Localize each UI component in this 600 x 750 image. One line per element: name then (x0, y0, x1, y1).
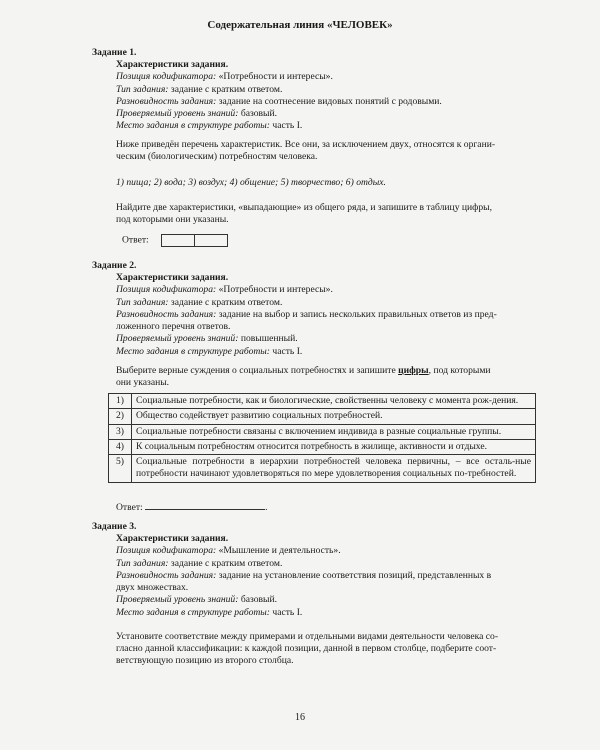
page-title: Содержательная линия «ЧЕЛОВЕК» (207, 19, 393, 31)
task3-heading: Задание 3. (92, 521, 137, 532)
task1-answer-cell-1[interactable] (161, 234, 195, 247)
task2-instruction-emphasis: цифры (398, 365, 429, 376)
task1-answer-label: Ответ: (122, 234, 149, 246)
task2-answer-row: Ответ: . (116, 502, 268, 513)
option-text: Социальные потребности, как и биологические, свойственны человеку с момента рож-дения. (132, 394, 536, 409)
task3-place: Место задания в структуре работы: часть I. (116, 606, 303, 618)
task1-characteristics-heading: Характеристики задания. (116, 59, 229, 70)
task3-intro-line1: Установите соответствие между примерами и отдельными видами деятельности человека со- (116, 631, 499, 642)
table-row (109, 409, 536, 424)
page-number: 16 (295, 712, 305, 723)
task2-characteristics-heading: Характеристики задания. (116, 272, 229, 283)
task1-level: Проверяемый уровень знаний: базовый. (116, 108, 278, 120)
task3-level: Проверяемый уровень знаний: базовый. (116, 594, 278, 606)
task2-instruction-line1: Выберите верные суждения о социальных потребностях и запишите цифры, под которыми (116, 365, 491, 376)
task3-characteristics-heading: Характеристики задания. (116, 533, 229, 544)
task1-characteristics (116, 59, 536, 133)
task1-answer-cell-2[interactable] (195, 234, 228, 247)
task1-variety: Разновидность задания: задание на соотнесение видовых понятий с родовыми. (116, 95, 442, 107)
task1-type: Тип задания: задание с кратким ответом. (116, 83, 283, 95)
task2-level: Проверяемый уровень знаний: повышенный. (116, 333, 298, 345)
option-number: 2) (109, 409, 132, 424)
option-text: Социальные потребности в иерархии потребностей человека первичны, – все осталь-ные потребности начинают удовлетворяться по мере удовлетворения социальных по-требностей. (132, 455, 536, 483)
task1-list: 1) пища; 2) вода; 3) воздух; 4) общение; 5) творчество; 6) отдых. (116, 177, 386, 188)
task3-intro-line2: гласно данной классификации: к каждой позиции, данной в первом столбце, подберите соот- (116, 643, 497, 654)
task1-answer-row (122, 234, 228, 247)
task2-variety-cont: ложенного перечня ответов. (116, 321, 231, 333)
task3-variety-cont: двух множествах. (116, 582, 189, 594)
table-row (109, 394, 536, 409)
table-row (109, 424, 536, 439)
table-row (109, 439, 536, 454)
task2-answer-field[interactable] (145, 500, 265, 510)
task2-type: Тип задания: задание с кратким ответом. (116, 296, 283, 308)
option-text: Общество содействует развитию социальных потребностей. (132, 409, 536, 424)
option-number: 3) (109, 424, 132, 439)
task2-codifier: Позиция кодификатора: «Потребности и интересы». (116, 284, 333, 296)
task3-intro-line3: ветствующую позицию из второго столбца. (116, 655, 294, 666)
option-number: 1) (109, 394, 132, 409)
task3-type: Тип задания: задание с кратким ответом. (116, 557, 283, 569)
task2-instruction-line2: они указаны. (116, 377, 170, 388)
task2-characteristics (116, 272, 536, 358)
task2-variety: Разновидность задания: задание на выбор и запись нескольких правильных ответов из пред- (116, 308, 497, 320)
task2-answer-label: Ответ: (116, 502, 143, 513)
task2-heading: Задание 2. (92, 260, 137, 271)
option-text: Социальные потребности связаны с включением индивида в разные социальные группы. (132, 424, 536, 439)
task1-instruction-line2: под которыми они указаны. (116, 214, 229, 225)
task3-codifier: Позиция кодификатора: «Мышление и деятельность». (116, 545, 341, 557)
table-row (109, 455, 536, 483)
task1-place: Место задания в структуре работы: часть I. (116, 120, 303, 132)
option-number: 5) (109, 455, 132, 483)
option-text: К социальным потребностям относится потребность в жилище, активности и отдыхе. (132, 439, 536, 454)
option-number: 4) (109, 439, 132, 454)
task3-characteristics (116, 533, 536, 619)
task2-place: Место задания в структуре работы: часть I. (116, 345, 303, 357)
task1-heading: Задание 1. (92, 47, 137, 58)
task2-options-table-wrap (108, 393, 536, 483)
task1-instruction-line1: Найдите две характеристики, «выпадающие» из общего ряда, и запишите в таблицу цифры, (116, 202, 493, 213)
task3-variety: Разновидность задания: задание на установление соответствия позиций, представленных в (116, 569, 492, 581)
task1-intro-line2: ческим (биологическим) потребностям человека. (116, 151, 318, 162)
task1-codifier: Позиция кодификатора: «Потребности и интересы». (116, 71, 333, 83)
task1-intro-line1: Ниже приведён перечень характеристик. Все они, за исключением двух, относятся к органи- (116, 139, 496, 150)
task2-options-table (108, 393, 536, 483)
